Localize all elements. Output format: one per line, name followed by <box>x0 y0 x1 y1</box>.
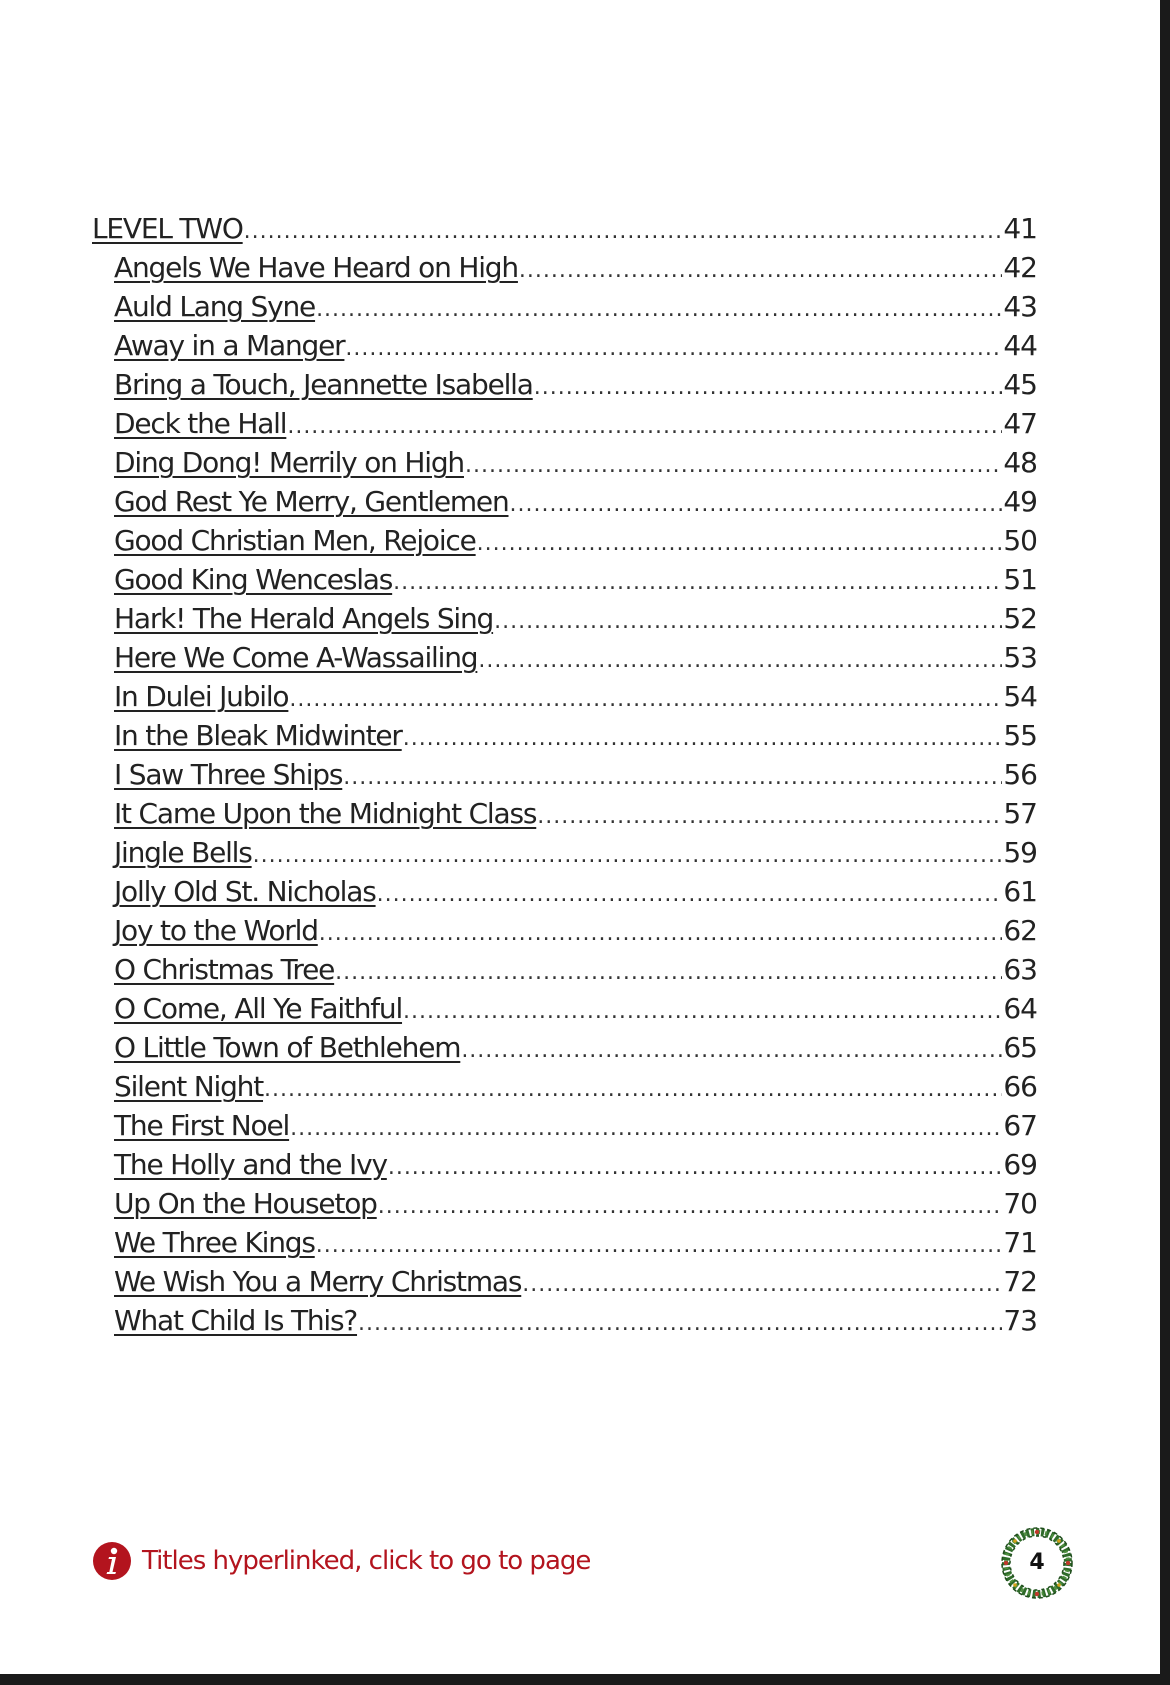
toc-entry[interactable] <box>92 404 1037 443</box>
toc-entry[interactable] <box>92 911 1037 950</box>
toc-leader-dots <box>343 758 1002 797</box>
toc-entry-title[interactable]: Auld Lang Syne <box>114 290 316 323</box>
toc-entry[interactable] <box>92 716 1037 755</box>
toc-entry-title[interactable]: God Rest Ye Merry, Gentlemen <box>114 485 509 518</box>
toc-leader-dots <box>519 251 1002 290</box>
toc-leader-dots <box>335 953 1002 992</box>
toc-leader-dots <box>522 1265 1002 1304</box>
toc-leader-dots <box>264 1070 1002 1109</box>
toc-entry[interactable] <box>92 989 1037 1028</box>
toc-entry-title[interactable]: Good Christian Men, Rejoice <box>114 524 476 557</box>
toc-entry-page[interactable]: 50 <box>1003 524 1037 557</box>
toc-leader-dots <box>316 1226 1003 1265</box>
toc-entry[interactable] <box>92 599 1037 638</box>
toc-entry-page[interactable]: 65 <box>1003 1031 1037 1064</box>
toc-entry-title[interactable]: Here We Come A-Wassailing <box>114 641 478 674</box>
toc-entry[interactable] <box>92 560 1037 599</box>
toc-entry-page[interactable]: 53 <box>1003 641 1037 674</box>
toc-entry-title[interactable]: Up On the Housetop <box>114 1187 377 1220</box>
toc-leader-dots <box>403 992 1002 1031</box>
toc-entry-page[interactable]: 55 <box>1003 719 1037 752</box>
toc-entry[interactable] <box>92 521 1037 560</box>
toc-leader-dots <box>289 680 1002 719</box>
toc-entry-page[interactable]: 52 <box>1003 602 1037 635</box>
hyperlink-note-text: Titles hyperlinked, click to go to page <box>142 1546 591 1576</box>
toc-leader-dots <box>537 797 1002 836</box>
toc-entry[interactable] <box>92 1067 1037 1106</box>
toc-entry-title[interactable]: O Little Town of Bethlehem <box>114 1031 461 1064</box>
toc-leader-dots <box>358 1304 1002 1343</box>
toc-section-page[interactable]: 41 <box>1003 212 1037 245</box>
page-number-badge <box>998 1524 1076 1602</box>
toc-entry-title[interactable]: The Holly and the Ivy <box>114 1148 387 1181</box>
toc-entry[interactable] <box>92 833 1037 872</box>
toc-entry-page[interactable]: 69 <box>1003 1148 1037 1181</box>
toc-entry-page[interactable]: 59 <box>1003 836 1037 869</box>
toc-entry[interactable] <box>92 677 1037 716</box>
toc-leader-dots <box>244 212 1003 251</box>
toc-entry-title[interactable]: O Christmas Tree <box>114 953 335 986</box>
toc-entry-title[interactable]: O Come, All Ye Faithful <box>114 992 403 1025</box>
toc-entries <box>92 248 1037 1340</box>
toc-entry[interactable] <box>92 638 1037 677</box>
toc-section-level-two[interactable] <box>92 209 1037 248</box>
toc-entry[interactable] <box>92 872 1037 911</box>
toc-entry-page[interactable]: 54 <box>1003 680 1037 713</box>
toc-entry-page[interactable]: 49 <box>1003 485 1037 518</box>
page-number: 4 <box>1029 1550 1045 1575</box>
toc-entry-title[interactable]: In the Bleak Midwinter <box>114 719 402 752</box>
toc-leader-dots <box>478 641 1002 680</box>
toc-entry-title[interactable]: We Three Kings <box>114 1226 315 1259</box>
toc-entry-page[interactable]: 63 <box>1003 953 1037 986</box>
toc-entry-page[interactable]: 71 <box>1003 1226 1037 1259</box>
toc-entry-title[interactable]: The First Noel <box>114 1109 290 1142</box>
toc-entry-title[interactable]: Deck the Hall <box>114 407 287 440</box>
toc-leader-dots <box>287 407 1002 446</box>
toc-leader-dots <box>403 719 1003 758</box>
toc-entry-title[interactable]: I Saw Three Ships <box>114 758 343 791</box>
toc-entry-title[interactable]: Hark! The Herald Angels Sing <box>114 602 494 635</box>
toc-entry-title[interactable]: Ding Dong! Merrily on High <box>114 446 464 479</box>
toc-entry-title[interactable]: Angels We Have Heard on High <box>114 251 518 284</box>
hyperlink-note <box>92 1540 590 1582</box>
toc-leader-dots <box>388 1148 1003 1187</box>
toc-leader-dots <box>393 563 1002 602</box>
toc-leader-dots <box>510 485 1003 524</box>
toc-entry-page[interactable]: 48 <box>1003 446 1037 479</box>
toc-entry[interactable] <box>92 1028 1037 1067</box>
toc-entry-title[interactable]: We Wish You a Merry Christmas <box>114 1265 522 1298</box>
toc-entry-title[interactable]: Good King Wenceslas <box>114 563 393 596</box>
toc-entry[interactable] <box>92 1262 1037 1301</box>
toc-entry-page[interactable]: 42 <box>1003 251 1037 284</box>
toc-entry-page[interactable]: 72 <box>1003 1265 1037 1298</box>
toc-leader-dots <box>534 368 1003 407</box>
toc-entry[interactable] <box>92 950 1037 989</box>
toc-entry-title[interactable]: In Dulei Jubilo <box>114 680 289 713</box>
toc-entry-title[interactable]: It Came Upon the Midnight Class <box>114 797 537 830</box>
toc-entry[interactable] <box>92 248 1037 287</box>
toc-entry-title[interactable]: Joy to the World <box>114 914 318 947</box>
table-of-contents <box>92 209 1037 1340</box>
toc-entry-page[interactable]: 51 <box>1003 563 1037 596</box>
toc-entry-page[interactable]: 45 <box>1003 368 1037 401</box>
toc-entry-title[interactable]: What Child Is This? <box>114 1304 358 1337</box>
toc-entry[interactable] <box>92 443 1037 482</box>
toc-leader-dots <box>477 524 1003 563</box>
toc-entry-page[interactable]: 61 <box>1003 875 1037 908</box>
toc-entry-page[interactable]: 70 <box>1003 1187 1037 1220</box>
toc-entry[interactable] <box>92 1145 1037 1184</box>
toc-entry[interactable] <box>92 1106 1037 1145</box>
toc-entry-page[interactable]: 73 <box>1003 1304 1037 1337</box>
toc-leader-dots <box>316 290 1002 329</box>
toc-entry-title[interactable]: Silent Night <box>114 1070 264 1103</box>
toc-entry[interactable] <box>92 1301 1037 1340</box>
toc-entry-title[interactable]: Jingle Bells <box>114 836 252 869</box>
toc-leader-dots <box>253 836 1003 875</box>
info-icon <box>92 1541 132 1581</box>
toc-entry-page[interactable]: 64 <box>1003 992 1037 1025</box>
toc-leader-dots <box>378 1187 1003 1226</box>
toc-entry[interactable] <box>92 755 1037 794</box>
toc-entry-page[interactable]: 43 <box>1003 290 1037 323</box>
toc-entry-title[interactable]: Away in a Manger <box>114 329 345 362</box>
toc-entry[interactable] <box>92 1223 1037 1262</box>
toc-entry[interactable] <box>92 482 1037 521</box>
toc-entry-page[interactable]: 62 <box>1003 914 1037 947</box>
toc-entry-title[interactable]: Bring a Touch, Jeannette Isabella <box>114 368 533 401</box>
toc-leader-dots <box>461 1031 1002 1070</box>
toc-entry-page[interactable]: 66 <box>1003 1070 1037 1103</box>
toc-leader-dots <box>345 329 1002 368</box>
toc-leader-dots <box>290 1109 1002 1148</box>
toc-entry-page[interactable]: 44 <box>1003 329 1037 362</box>
toc-entry[interactable] <box>92 326 1037 365</box>
toc-entry-page[interactable]: 57 <box>1003 797 1037 830</box>
toc-entry-page[interactable]: 47 <box>1003 407 1037 440</box>
toc-entry-page[interactable]: 56 <box>1003 758 1037 791</box>
toc-entry[interactable] <box>92 1184 1037 1223</box>
toc-entry-page[interactable]: 67 <box>1003 1109 1037 1142</box>
toc-section-title[interactable]: LEVEL TWO <box>92 212 243 245</box>
toc-entry[interactable] <box>92 794 1037 833</box>
toc-entry[interactable] <box>92 365 1037 404</box>
toc-leader-dots <box>319 914 1003 953</box>
toc-entry[interactable] <box>92 287 1037 326</box>
toc-leader-dots <box>494 602 1002 641</box>
toc-entry-title[interactable]: Jolly Old St. Nicholas <box>114 875 376 908</box>
toc-leader-dots <box>377 875 1003 914</box>
toc-leader-dots <box>465 446 1002 485</box>
